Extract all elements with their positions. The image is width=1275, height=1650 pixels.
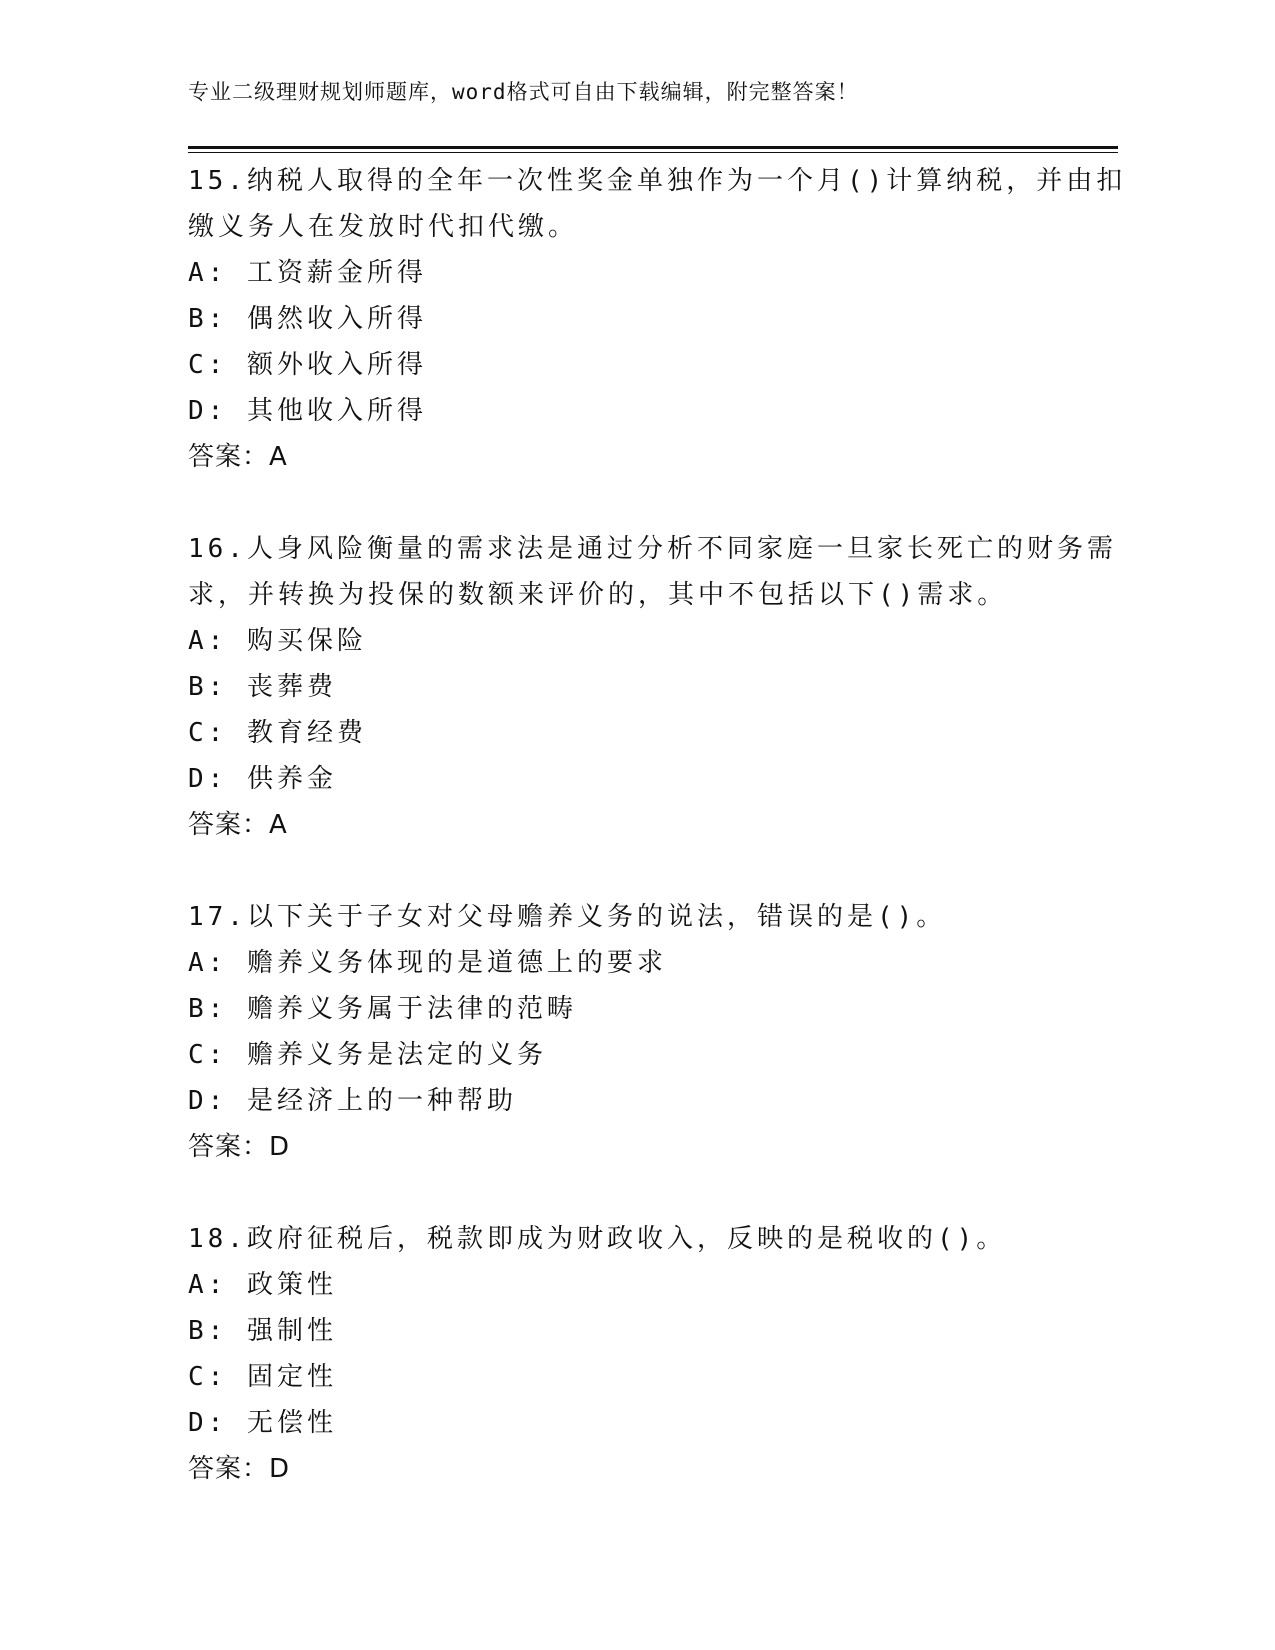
answer: 答案：A: [188, 442, 288, 472]
option-a: A: 政策性: [188, 1270, 337, 1300]
question-15: [188, 158, 1127, 480]
option-d: D: 是经济上的一种帮助: [188, 1086, 517, 1116]
answer: 答案：A: [188, 810, 288, 840]
option-a: A: 工资薪金所得: [188, 258, 427, 288]
option-d: D: 其他收入所得: [188, 396, 427, 426]
answer: 答案：D: [188, 1132, 291, 1162]
answer: 答案：D: [188, 1454, 291, 1484]
question-stem-line: 缴义务人在发放时代扣代缴。: [188, 212, 579, 242]
option-d: D: 供养金: [188, 764, 337, 794]
question-16: [188, 526, 1117, 848]
question-stem-line: 16.人身风险衡量的需求法是通过分析不同家庭一旦家长死亡的财务需: [188, 534, 1117, 564]
option-c: C: 固定性: [188, 1362, 337, 1392]
header-note: 专业二级理财规划师题库，word格式可自由下载编辑，附完整答案！: [188, 80, 859, 104]
option-c: C: 额外收入所得: [188, 350, 427, 380]
option-b: B: 赡养义务属于法律的范畴: [188, 994, 577, 1024]
option-b: B: 强制性: [188, 1316, 337, 1346]
question-stem-line: 17.以下关于子女对父母赡养义务的说法，错误的是()。: [188, 902, 947, 932]
option-c: C: 赡养义务是法定的义务: [188, 1040, 547, 1070]
question-17: [188, 894, 1088, 1170]
option-a: A: 购买保险: [188, 626, 367, 656]
header-divider-thick: [188, 146, 1118, 149]
question-stem-line: 18.政府征税后，税款即成为财政收入，反映的是税收的()。: [188, 1224, 1007, 1254]
question-list: [188, 158, 1127, 1538]
option-c: C: 教育经费: [188, 718, 367, 748]
option-d: D: 无偿性: [188, 1408, 337, 1438]
option-b: B: 丧葬费: [188, 672, 337, 702]
question-18: [188, 1216, 1088, 1492]
option-a: A: 赡养义务体现的是道德上的要求: [188, 948, 667, 978]
option-b: B: 偶然收入所得: [188, 304, 427, 334]
question-stem-line: 求，并转换为投保的数额来评价的，其中不包括以下()需求。: [188, 580, 1008, 610]
question-stem-line: 15.纳税人取得的全年一次性奖金单独作为一个月()计算纳税，并由扣: [188, 166, 1127, 196]
header-divider-thin: [188, 152, 1118, 153]
